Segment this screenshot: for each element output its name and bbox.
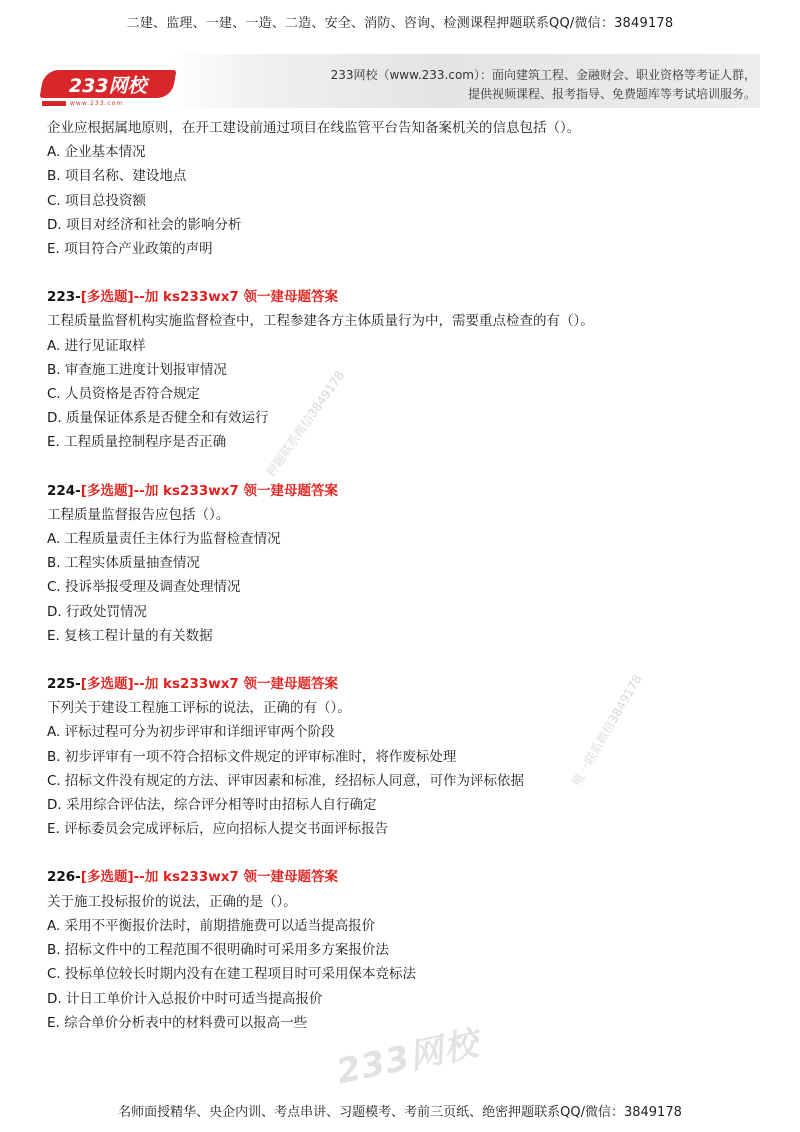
question-list: [47, 116, 757, 1035]
option-c: C. 投诉举报受理及调查处理情况: [47, 579, 241, 596]
option-a: A. 企业基本情况: [47, 144, 146, 161]
question-223: [47, 285, 757, 454]
option-c: C. 项目总投资额: [47, 192, 147, 209]
option-b: B. 工程实体质量抽查情况: [47, 555, 200, 572]
watermark-text: 唯一联系微信3849178: [569, 672, 645, 788]
option-e: E. 项目符合产业政策的声明: [47, 241, 213, 258]
option-a: A. 进行见证取样: [47, 337, 146, 354]
option-b: B. 审查施工进度计划报审情况: [47, 361, 227, 378]
option-a: A. 工程质量责任主体行为监督检查情况: [47, 531, 281, 548]
option-d: D. 行政处罚情况: [47, 603, 147, 620]
question-type-tag: [多选题]--加 ks233wx7 领一建母题答案: [80, 676, 339, 693]
question-stem: 企业应根据属地原则，在开工建设前通过项目在线监管平台告知备案机关的信息包括（）。: [47, 120, 581, 136]
question-type-tag: [多选题]--加 ks233wx7 领一建母题答案: [80, 289, 339, 306]
top-banner: 二建、监理、一建、一造、二造、安全、消防、咨询、检测课程押题联系QQ/微信：3849178: [126, 16, 674, 31]
question-type-tag: [多选题]--加 ks233wx7 领一建母题答案: [80, 482, 339, 499]
option-e: E. 复核工程计量的有关数据: [47, 627, 213, 644]
question-header: [47, 865, 757, 889]
header-info: [331, 66, 756, 104]
question-222: [47, 116, 757, 261]
question-stem: 关于施工投标报价的说法，正确的是（）。: [47, 893, 297, 910]
option-a: A. 评标过程可分为初步评审和详细评审两个阶段: [47, 724, 335, 741]
option-d: D. 项目对经济和社会的影响分析: [47, 216, 242, 233]
option-b: B. 初步评审有一项不符合招标文件规定的评审标准时，将作废标处理: [47, 748, 457, 765]
watermark-text: 押题联系微信3849178: [263, 368, 348, 480]
question-226: [47, 865, 757, 1034]
question-number: 223-: [47, 289, 81, 306]
option-d: D. 计日工单价计入总报价中时可适当提高报价: [47, 990, 323, 1007]
logo-accent-bar: [42, 101, 66, 106]
question-number: 225-: [47, 676, 81, 693]
question-header: [47, 479, 757, 503]
question-header: [47, 285, 757, 309]
option-c: C. 投标单位较长时期内没有在建工程项目时可采用保本竞标法: [47, 966, 417, 983]
option-e: E. 评标委员会完成评标后，应向招标人提交书面评标报告: [47, 821, 389, 838]
brand-logo: [40, 70, 177, 98]
option-e: E. 工程质量控制程序是否正确: [47, 434, 227, 451]
option-c: C. 人员资格是否符合规定: [47, 386, 201, 403]
question-header: [47, 672, 757, 696]
option-e: E. 综合单价分析表中的材料费可以报高一些: [47, 1014, 308, 1031]
question-number: 226-: [47, 869, 81, 886]
watermark-logo: 233网校: [333, 1023, 483, 1093]
question-type-tag: [多选题]--加 ks233wx7 领一建母题答案: [80, 869, 339, 886]
bottom-banner: 名师面授精华、央企内训、考点串讲、习题模考、考前三页纸、绝密押题联系QQ/微信：3849178: [118, 1105, 682, 1120]
header-info-line-2: 提供视频课程、报考指导、免费题库等考试培训服务。: [467, 87, 756, 101]
header-info-line-1: 233网校（www.233.com）：面向建筑工程、金融财会、职业资格等考证人群，: [330, 68, 756, 82]
option-d: D. 采用综合评估法，综合评分相等时由招标人自行确定: [47, 797, 377, 814]
option-c: C. 招标文件没有规定的方法、评审因素和标准，经招标人同意，可作为评标依据: [47, 772, 525, 789]
question-224: [47, 479, 757, 648]
question-stem: 工程质量监督机构实施监督检查中，工程参建各方主体质量行为中，需要重点检查的有（）。: [47, 313, 594, 330]
question-225: [47, 672, 757, 841]
option-b: B. 招标文件中的工程范围不很明确时可采用多方案报价法: [47, 942, 389, 959]
question-stem: 下列关于建设工程施工评标的说法，正确的有（）。: [47, 700, 351, 717]
option-a: A. 采用不平衡报价法时，前期措施费可以适当提高报价: [47, 917, 376, 934]
question-number: 224-: [47, 482, 81, 499]
option-d: D. 质量保证体系是否健全和有效运行: [47, 410, 269, 427]
question-stem: 工程质量监督报告应包括（）。: [47, 506, 230, 523]
logo-text: 233网校: [69, 74, 147, 97]
logo-url: www.233.com: [70, 100, 124, 107]
option-b: B. 项目名称、建设地点: [47, 168, 187, 185]
